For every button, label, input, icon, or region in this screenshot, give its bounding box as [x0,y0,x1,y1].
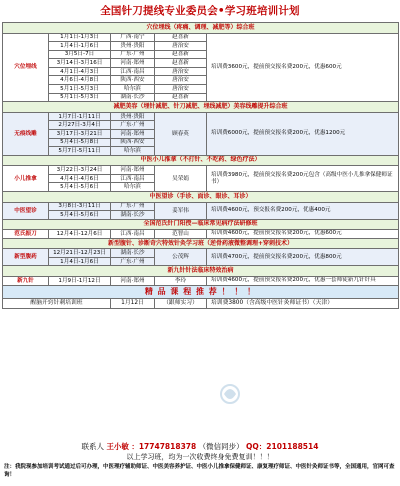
course-name: 无痕线雕 [3,112,49,155]
section-banner-text: 中医小儿推拿（不打针、不吃药、绿色疗法） [3,155,399,166]
course-date: 12月21日-12月23日 [49,249,111,258]
course-date: 1月7日-1月11日 [49,112,111,121]
schedule-row [3,230,399,239]
course-place: 湖南·长沙 [111,93,155,102]
schedule-row [3,112,399,121]
contact-prefix: 联系人 [81,442,105,451]
course-place: 江西·南昌 [111,67,155,76]
course-fee: 培训费3600元，提前预交报名费200元，优惠600元 [207,33,399,102]
recommend-row [3,285,399,298]
course-place: 江西·南昌 [111,174,155,183]
schedule-row [3,166,399,175]
schedule-body [3,23,399,309]
course-date: 1月1日-1月3日 [49,33,111,42]
course-teacher: 姜军伟 [155,202,207,219]
footnote: 注：我院现参加培训考试通过后可办理，中医理疗辅助师证、中医美容养护证、中医小儿推拿保健师证、康复理疗师证、中医针灸师证书等，全国通用，官网可查询！ [4,464,395,478]
course-date: 3月5日-7日 [49,50,111,59]
course-place: 广西·南宁 [111,33,155,42]
course-place: 河南·郑州 [111,59,155,68]
course-date: 2月27日-3月4日 [49,121,111,130]
course-place: 陕西·西安 [111,138,155,147]
course-date: 5月1日-5月3日 [49,93,111,102]
course-teacher: 唐治安 [155,85,207,94]
course-name: 中医望诊 [3,202,49,219]
section-banner-text: 全国范氏针门阳授—临床常见病疗法研修班 [3,219,399,230]
schedule-row [3,33,399,42]
course-place: 江西·南昌 [111,230,155,239]
course-name: 新型腹药 [3,249,49,266]
course-place: 湖南·长沙 [111,211,155,220]
course-teacher: 李玲 [155,276,207,285]
section-banner [3,192,399,203]
section-banner [3,155,399,166]
contact-phone[interactable]: ：17747818378 [131,442,197,451]
schedule-row [3,276,399,285]
course-fee: 培训费4600元，预交报名费200元，优惠400元 [207,202,399,219]
course-teacher: 唐治安 [155,76,207,85]
contact-wechat: （微信同步） [198,442,244,451]
section-banner-text: 新九针针法临床特效治病 [3,266,399,277]
course-date: 3月8日-3月11日 [49,202,111,211]
section-banner [3,266,399,277]
schedule-row [3,249,399,258]
section-banner-text: 中医望诊（手诊、面诊、眼诊、耳诊） [3,192,399,203]
course-teacher: 唐治安 [155,67,207,76]
section-banner [3,238,399,249]
course-date: 5月4日-5月6日 [49,183,111,192]
section-banner [3,23,399,34]
schedule-table [2,22,399,309]
course-date: 5月4日-5月6日 [49,211,111,220]
course-place: 贵州·贵阳 [111,42,155,51]
course-teacher: 赵喜新 [155,59,207,68]
course-place: 陕西·西安 [111,76,155,85]
course-teacher: 赵喜新 [155,33,207,42]
course-place: 广东·广州 [111,202,155,211]
course-place: 哈尔滨 [111,183,155,192]
course-date: 5月4日-5月8日 [49,138,111,147]
course-fee: 培训费3980元，提前预交报名费200元包含（高级中医小儿推拿保健师证书） [207,166,399,192]
course-date: 1月4日-1月6日 [49,42,111,51]
course-place: 河南·郑州 [111,129,155,138]
course-fee: 培训费6000元，提前预交报名费200元，优惠1200元 [207,112,399,155]
apprentice-date: 1月12日 [111,298,155,308]
course-teacher: 公茂辉 [155,249,207,266]
course-fee: 培训费4600元，提前预交报名费200元，优惠一套师徒新九针针具 [207,276,399,285]
schedule-row [3,202,399,211]
course-date: 4月4日-4月6日 [49,174,111,183]
course-date: 5月7日-5月11日 [49,147,111,156]
apprentice-row [3,298,399,308]
apprentice-teacher: （跟师实习） [155,298,207,308]
contact-name: 王小敏 [106,442,129,451]
course-date: 5月1日-5月3日 [49,85,111,94]
apprentice-fee: 培训费3800（含高级中医针灸师证书）（天津） [207,298,399,308]
course-place: 河南·郑州 [111,276,155,285]
section-banner-text: 穴位埋线（疼痛、调理、减肥等）综合班 [3,23,399,34]
contact-qq[interactable]: QQ：2101188514 [246,442,319,451]
section-banner [3,219,399,230]
section-banner-text: 减肥美容（埋针减肥、针刀减肥、埋线减肥）美容线雕提升综合班 [3,102,399,113]
course-date: 3月22日-3月24日 [49,166,111,175]
course-place: 贵州·贵阳 [111,112,155,121]
course-name: 小儿推拿 [3,166,49,192]
course-date: 3月14日-3月16日 [49,59,111,68]
course-place: 哈尔滨 [111,85,155,94]
course-date: 4月1日-4月3日 [49,67,111,76]
promo-text: 以上学习班，均为一次收费终身免费复训！！！ [126,453,274,461]
course-date: 1月4日-1月6日 [49,257,111,266]
contact-line [0,442,400,452]
course-date: 12月4日-12月6日 [49,230,111,239]
recommend-text: 精 品 课 程 推 荐 ！ ！ ！ [3,285,399,298]
course-place: 哈尔滨 [111,147,155,156]
course-name: 新九针 [3,276,49,285]
course-teacher: 赵喜新 [155,93,207,102]
course-name: 穴位埋线 [3,33,49,102]
course-date: 1月9日-1月12日 [49,276,111,285]
course-date: 4月6日-4月8日 [49,76,111,85]
course-teacher: 唐治安 [155,42,207,51]
course-place: 广东·广州 [111,50,155,59]
course-teacher: 吴荣娟 [155,166,207,192]
watermark-logo [218,372,308,416]
course-place: 河南·郑州 [111,166,155,175]
page-title: 全国针刀提线专业委员会•学习班培训计划 [100,5,300,17]
course-place: 广东·广州 [111,121,155,130]
apprentice-name: 醒脑开窍针刺培训班 [3,298,111,308]
course-place: 湖南·长沙 [111,249,155,258]
course-teacher: 顾春英 [155,112,207,155]
section-banner-text: 新型腹针、诊断奇穴特效针灸学习班（逆骨药液微整调理+穿刺技术） [3,238,399,249]
course-date: 3月17日-3月21日 [49,129,111,138]
course-fee: 培训费4700元，提前预交报名费200元，优惠800元 [207,249,399,266]
course-name: 范氏振刀 [3,230,49,239]
course-place: 广东·广州 [111,257,155,266]
course-fee: 培训费4600元，提前预交报名费200元，优惠600元 [207,230,399,239]
course-teacher: 范智山 [155,230,207,239]
section-banner [3,102,399,113]
course-teacher: 赵喜新 [155,50,207,59]
